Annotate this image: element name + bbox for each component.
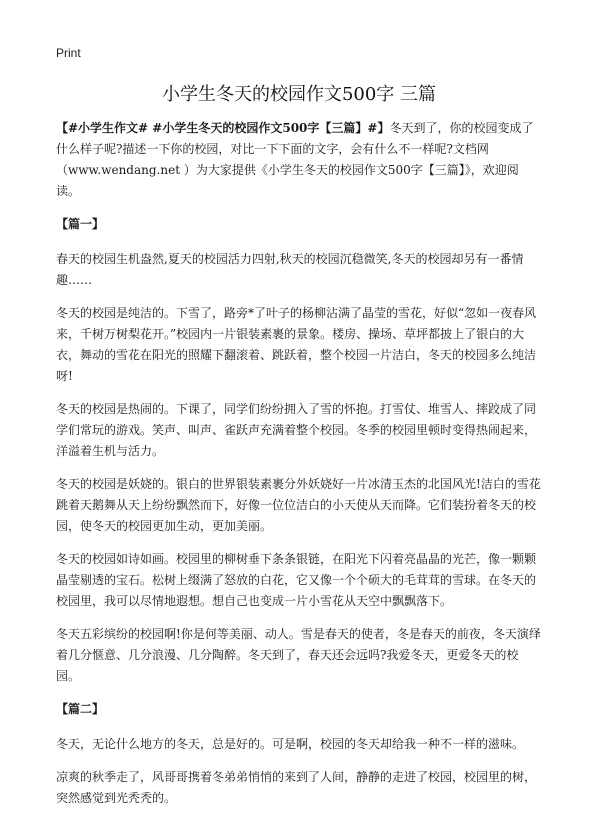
article-body xyxy=(56,118,542,821)
print-link[interactable]: Print xyxy=(56,46,81,60)
intro-text: 冬天到了，你的校园变成了什么样子呢?描述一下你的校园，对比一下下面的文字，会有什么不一样呢?文档网（www.wendang.net ）为大家提供《小学生冬天的校园作文500字【三篇】》，欢迎阅读。 xyxy=(56,121,534,198)
paragraph: 凉爽的秋季走了，风哥哥携着冬弟弟悄悄的来到了人间，静静的走进了校园，校园里的树，突然感觉到光秃秃的。 xyxy=(56,770,537,805)
paragraph: 冬天的校园是热闹的。下课了，同学们纷纷拥入了雪的怀抱。打雪仗、堆雪人、摔跤成了同学们常玩的游戏。笑声、叫声、雀跃声充满着整个校园。冬季的校园里顿时变得热闹起来，洋溢着生机与活力。 xyxy=(56,402,537,458)
intro-tag: 【#小学生作文# #小学生冬天的校园作文500字【三篇】#】 xyxy=(56,121,390,135)
paragraph: 冬天的校园是纯洁的。下雪了，路旁*了叶子的杨柳沾满了晶莹的雪花，好似“忽如一夜春风来，千树万树梨花开。”校园内一片银装素裹的景象。楼房、操场、草坪都披上了银白的大衣，舞动的雪花在阳光的照耀下翻滚着、跳跃着，整个校园一片洁白，冬天的校园多么纯洁呀! xyxy=(56,306,537,383)
paragraph: 春天的校园生机盎然,夏天的校园活力四射,秋天的校园沉稳微笑,冬天的校园却另有一番情趣…… xyxy=(56,252,524,287)
paragraph: 冬天，无论什么地方的冬天，总是好的。可是啊，校园的冬天却给我一种不一样的滋味。 xyxy=(56,737,525,751)
section-heading-1: 【篇一】 xyxy=(56,217,105,231)
section-heading-2: 【篇二】 xyxy=(56,702,105,716)
paragraph: 冬天的校园如诗如画。校园里的柳树垂下条条银链，在阳光下闪着亮晶晶的光芒，像一颗颗晶莹剔透的宝石。松树上缀满了怒放的白花，它又像一个个硕大的毛茸茸的雪球。在冬天的校园里，我可以尽情地遐想。想自己也变成一片小雪花从天空中飘飘落下。 xyxy=(56,552,537,608)
paragraph: 冬天的校园是妖娆的。银白的世界银装素裹分外妖娆好一片冰清玉杰的北国风光!洁白的雪花跳着天鹅舞从天上纷纷飘然而下，好像一位位洁白的小天使从天而降。它们装扮着冬天的校园，使冬天的校园更加生动，更加美丽。 xyxy=(56,477,541,533)
paragraph: 冬天五彩缤纷的校园啊!你是何等美丽、动人。雪是春天的使者，冬是春天的前夜，冬天演绎着几分惬意、几分浪漫、几分陶醉。冬天到了，春天还会远吗?我爱冬天，更爱冬天的校园。 xyxy=(56,627,541,683)
intro-paragraph xyxy=(56,118,542,202)
page-title: 小学生冬天的校园作文500字 三篇 xyxy=(161,84,437,105)
